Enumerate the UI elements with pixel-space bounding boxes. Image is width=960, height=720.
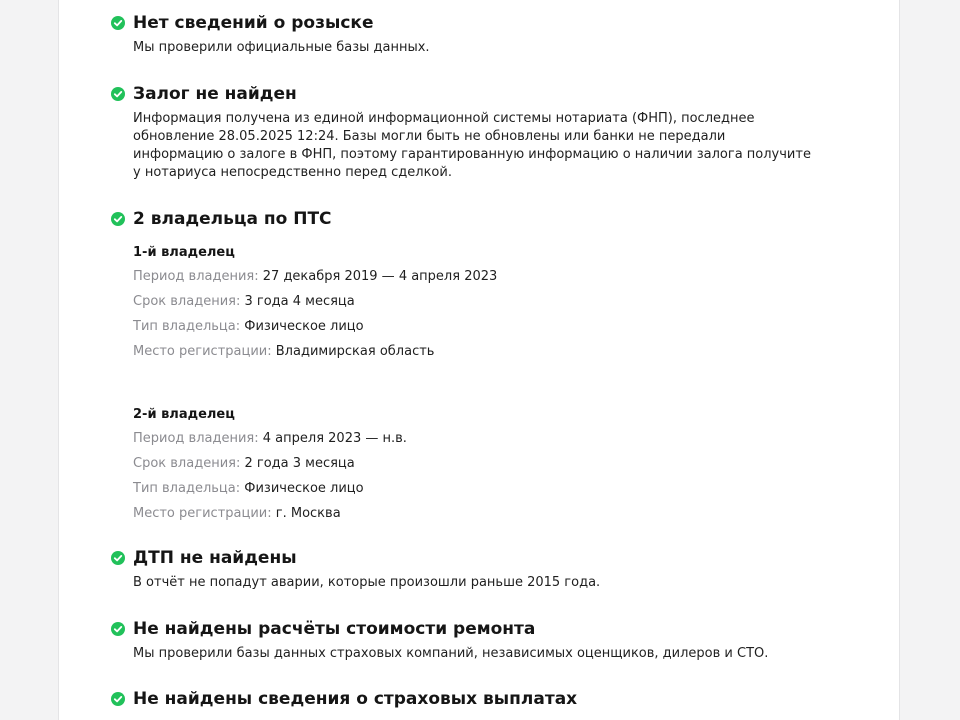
section-title: Нет сведений о розыске [133, 13, 374, 33]
section-description: Мы проверили базы данных страховых компаний, независимых оценщиков, дилеров и СТО. [133, 646, 769, 661]
type-label: Тип владельца: [133, 319, 241, 334]
owner-block-1 [133, 244, 733, 368]
owner-period [133, 268, 733, 293]
owner-place [133, 343, 733, 368]
section-wanted [111, 11, 811, 57]
owner-place [133, 505, 733, 530]
check-circle-icon [111, 692, 125, 706]
section-title: Не найдены сведения о страховых выплатах [133, 689, 578, 709]
term-value: 2 года 3 месяца [244, 456, 355, 471]
check-circle-icon [111, 622, 125, 636]
owner-type [133, 480, 733, 505]
place-value: г. Москва [275, 506, 341, 521]
check-circle-icon [111, 16, 125, 30]
period-label: Период владения: [133, 431, 259, 446]
section-description: Информация получена из единой информационной системы нотариата (ФНП), последнее обновление 28.05.2025 12:24. Базы могли быть не обновлены или банки не передали информацию о залоге в ФНП, поэтому гарантированную информацию о наличии залога получите у нотариуса непосредственно перед сделкой. [133, 111, 811, 180]
section-owners [111, 207, 811, 231]
owner-block-2 [133, 406, 733, 530]
type-value: Физическое лицо [244, 319, 364, 334]
owner-term [133, 293, 733, 318]
owner-term [133, 455, 733, 480]
term-label: Срок владения: [133, 456, 241, 471]
owner-type [133, 318, 733, 343]
place-label: Место регистрации: [133, 506, 272, 521]
place-label: Место регистрации: [133, 344, 272, 359]
type-value: Физическое лицо [244, 481, 364, 496]
section-accidents [111, 546, 811, 592]
period-label: Период владения: [133, 269, 259, 284]
period-value: 4 апреля 2023 — н.в. [262, 431, 407, 446]
section-pledge [111, 82, 811, 182]
check-circle-icon [111, 87, 125, 101]
section-repair-estimates [111, 617, 811, 663]
term-label: Срок владения: [133, 294, 241, 309]
section-title: Не найдены расчёты стоимости ремонта [133, 619, 536, 639]
place-value: Владимирская область [275, 344, 435, 359]
period-value: 27 декабря 2019 — 4 апреля 2023 [262, 269, 498, 284]
owner-title: 2-й владелец [133, 407, 235, 422]
check-circle-icon [111, 212, 125, 226]
section-description: Мы проверили официальные базы данных. [133, 40, 430, 55]
check-circle-icon [111, 551, 125, 565]
owner-title: 1-й владелец [133, 245, 235, 260]
type-label: Тип владельца: [133, 481, 241, 496]
section-title: ДТП не найдены [133, 548, 297, 568]
section-title: Залог не найден [133, 84, 297, 104]
section-description: В отчёт не попадут аварии, которые произошли раньше 2015 года. [133, 575, 601, 590]
section-title: 2 владельца по ПТС [133, 209, 332, 229]
term-value: 3 года 4 месяца [244, 294, 355, 309]
owner-period [133, 430, 733, 455]
section-insurance-payments [111, 687, 811, 711]
report-card [58, 0, 900, 720]
